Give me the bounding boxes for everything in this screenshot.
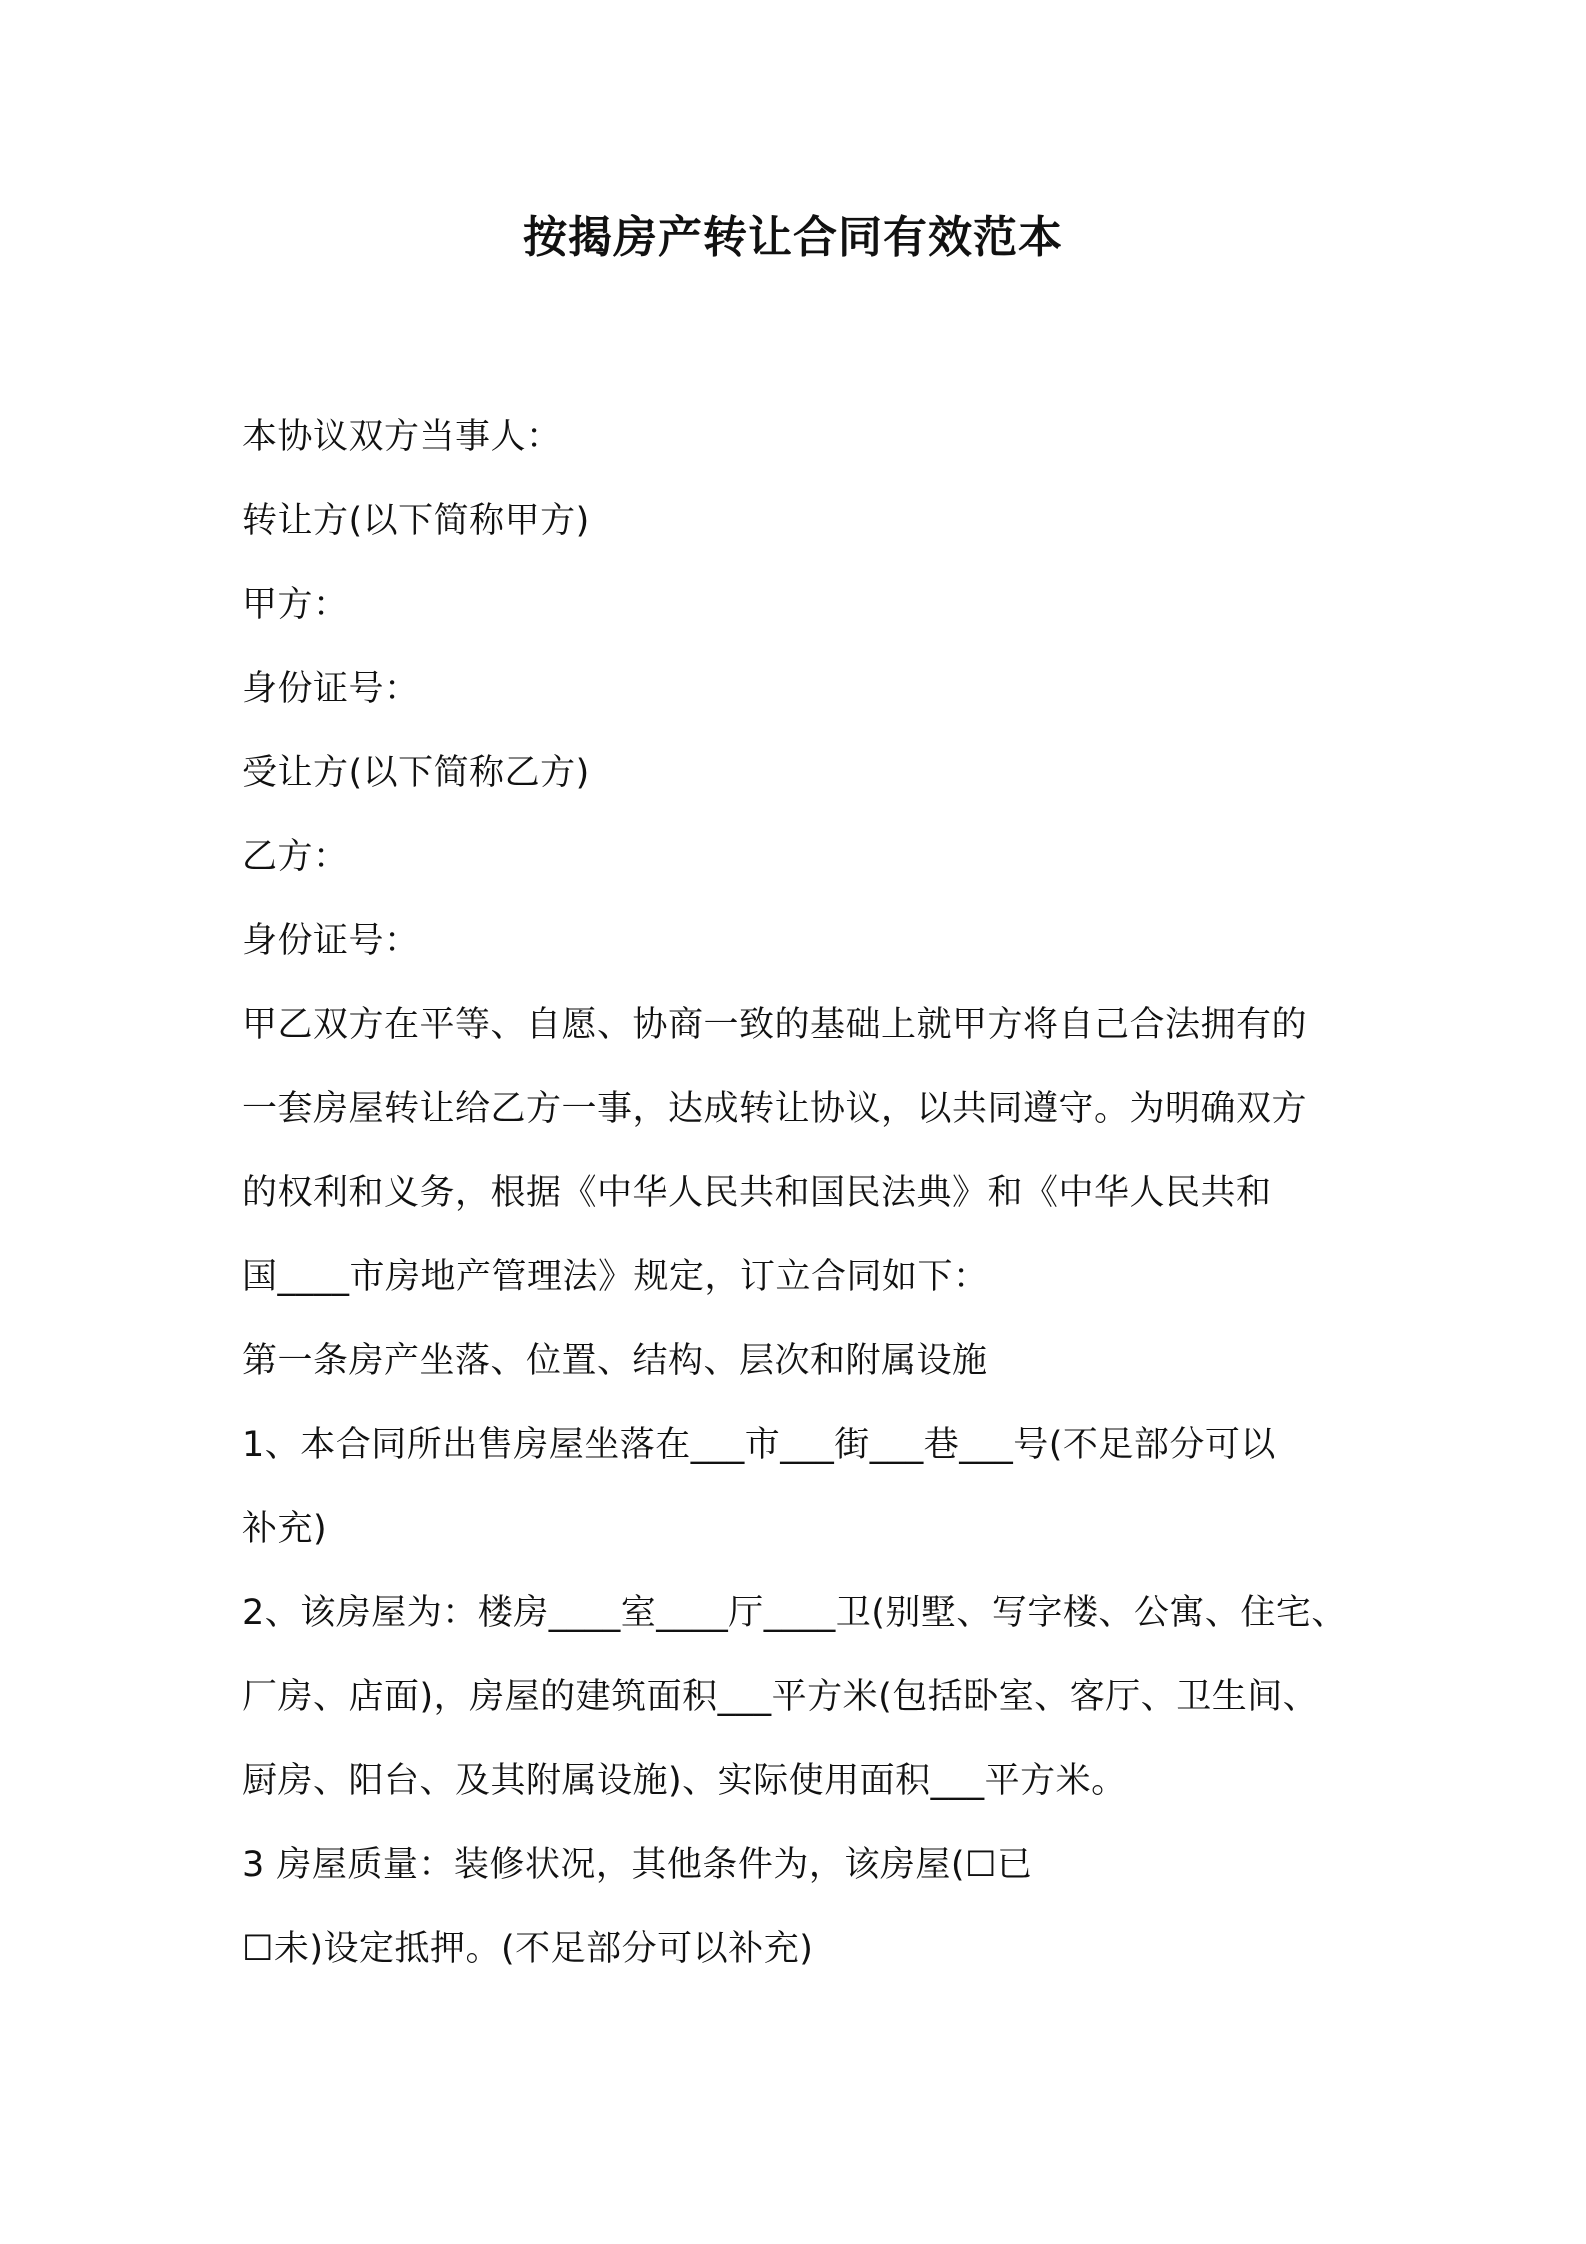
article-1-heading: 第一条房产坐落、位置、结构、层次和附属设施	[242, 1341, 988, 1381]
parties-heading: 本协议双方当事人：	[242, 417, 562, 457]
clause-2-line-1: 2、该房屋为：楼房____室____厅____卫(别墅、写字楼、公寓、住宅、	[242, 1593, 1347, 1633]
clause-2-line-2: 厂房、店面)，房屋的建筑面积___平方米(包括卧室、客厅、卫生间、	[242, 1677, 1319, 1717]
preamble-line-2: 一套房屋转让给乙方一事，达成转让协议，以共同遵守。为明确双方	[242, 1089, 1308, 1129]
clause-1-line-2: 补充)	[242, 1509, 328, 1549]
preamble-line-4: 国____市房地产管理法》规定，订立合同如下：	[242, 1257, 989, 1297]
party-a-id-field: 身份证号：	[242, 669, 420, 709]
transferee-label: 受让方(以下简称乙方)	[242, 753, 590, 793]
preamble-line-1: 甲乙双方在平等、自愿、协商一致的基础上就甲方将自己合法拥有的	[242, 1005, 1308, 1045]
clause-3-line-2: ☐未)设定抵押。(不足部分可以补充)	[242, 1929, 814, 1969]
clause-1-line-1: 1、本合同所出售房屋坐落在___市___街___巷___号(不足部分可以	[242, 1425, 1276, 1465]
clause-2-line-3: 厨房、阳台、及其附属设施)、实际使用面积___平方米。	[242, 1761, 1127, 1801]
clause-3-line-1: 3 房屋质量：装修状况，其他条件为，该房屋(☐已	[242, 1845, 1033, 1885]
preamble-line-3: 的权利和义务，根据《中华人民共和国民法典》和《中华人民共和	[242, 1173, 1272, 1213]
party-b-id-field: 身份证号：	[242, 921, 420, 961]
party-b-field: 乙方：	[242, 837, 349, 877]
transferor-label: 转让方(以下简称甲方)	[242, 501, 590, 541]
document-title: 按揭房产转让合同有效范本	[523, 212, 1063, 263]
party-a-field: 甲方：	[242, 585, 349, 625]
